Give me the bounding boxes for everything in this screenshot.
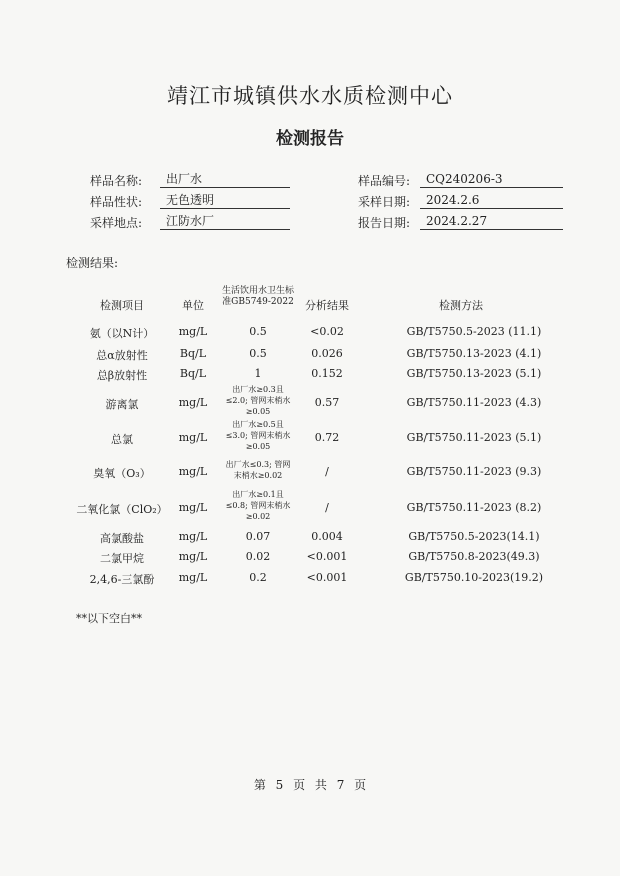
report-title: 检测报告 [276,129,344,149]
row-result: 0.026 [311,347,343,360]
header-method: 检测方法 [439,299,483,312]
row-method: GB/T5750.11-2023 (5.1) [406,431,542,444]
row-unit: mg/L [178,550,208,563]
row-item: 总α放射性 [96,349,148,362]
sample-appearance-value: 无色透明 [160,193,290,209]
header-item: 检测项目 [100,299,144,312]
row-standard: 0.02 [245,550,271,563]
sample-number-label: 样品编号: [357,174,410,188]
row-method: GB/T5750.5-2023 (11.1) [406,325,542,338]
row-item: 氨（以N计） [89,327,155,340]
row-standard: 0.07 [245,530,271,543]
header-result: 分析结果 [305,299,349,312]
row-item: 二氯甲烷 [100,552,144,565]
row-method: GB/T5750.11-2023 (4.3) [406,396,542,409]
row-result: / [325,465,329,478]
sample-name-value: 出厂水 [160,172,290,188]
row-item: 游离氯 [105,398,139,411]
header-unit: 单位 [182,299,204,312]
organization-title: 靖江市城镇供水水质检测中心 [167,84,453,108]
row-result: 0.152 [311,367,343,380]
row-unit: mg/L [178,501,208,514]
row-unit: mg/L [178,530,208,543]
row-standard: 出厂水≥0.3且≤2.0; 管网末梢水≥0.05 [225,385,291,416]
row-standard: 出厂水≥0.5且≤3.0; 管网末梢水≥0.05 [225,420,291,451]
row-item: 总β放射性 [96,369,148,382]
row-result: / [325,501,329,514]
sampling-site-label: 采样地点: [89,216,142,230]
row-standard: 出厂水≤0.3; 管网末梢水≥0.02 [225,460,291,480]
row-unit: mg/L [178,396,208,409]
sample-name-label: 样品名称: [89,174,142,188]
report-date-label: 报告日期: [357,216,410,230]
blank-below-note: **以下空白** [76,612,142,625]
sample-number-value: CQ240206-3 [420,172,563,188]
results-label: 检测结果: [66,256,119,270]
row-unit: mg/L [178,431,208,444]
row-item: 2,4,6-三氯酚 [89,573,155,586]
sampling-site-value: 江防水厂 [160,214,290,230]
row-standard: 0.2 [249,571,267,584]
row-result: 0.72 [314,431,340,444]
sample-appearance-label: 样品性状: [89,195,142,209]
row-result: 0.004 [311,530,343,543]
row-standard: 0.5 [249,325,267,338]
report-date-value: 2024.2.27 [420,214,563,230]
row-unit: mg/L [178,325,208,338]
row-unit: Bq/L [179,367,207,380]
row-result: 0.57 [314,396,340,409]
row-item: 二氧化氯（ClO₂） [76,503,168,516]
row-item: 高氯酸盐 [100,532,144,545]
row-method: GB/T5750.13-2023 (5.1) [406,367,542,380]
row-unit: mg/L [178,571,208,584]
sampling-date-label: 采样日期: [357,195,410,209]
row-standard: 1 [254,367,262,380]
row-result: <0.02 [310,325,344,338]
row-unit: Bq/L [179,347,207,360]
row-item: 总氯 [111,433,133,446]
row-method: GB/T5750.11-2023 (8.2) [406,501,542,514]
row-result: <0.001 [306,550,348,563]
row-item: 臭氧（O₃） [93,467,151,480]
row-standard: 0.5 [249,347,267,360]
row-standard: 出厂水≥0.1且≤0.8; 管网末梢水≥0.02 [225,490,291,521]
header-standard: 生活饮用水卫生标准GB5749-2022 [222,286,295,307]
row-method: GB/T5750.11-2023 (9.3) [406,465,542,478]
row-result: <0.001 [306,571,348,584]
row-method: GB/T5750.13-2023 (4.1) [406,347,542,360]
row-method: GB/T5750.10-2023(19.2) [404,571,544,584]
page-number: 第 5 页 共 7 页 [253,778,367,792]
row-method: GB/T5750.5-2023(14.1) [408,530,540,543]
row-method: GB/T5750.8-2023(49.3) [408,550,540,563]
row-unit: mg/L [178,465,208,478]
sampling-date-value: 2024.2.6 [420,193,563,209]
